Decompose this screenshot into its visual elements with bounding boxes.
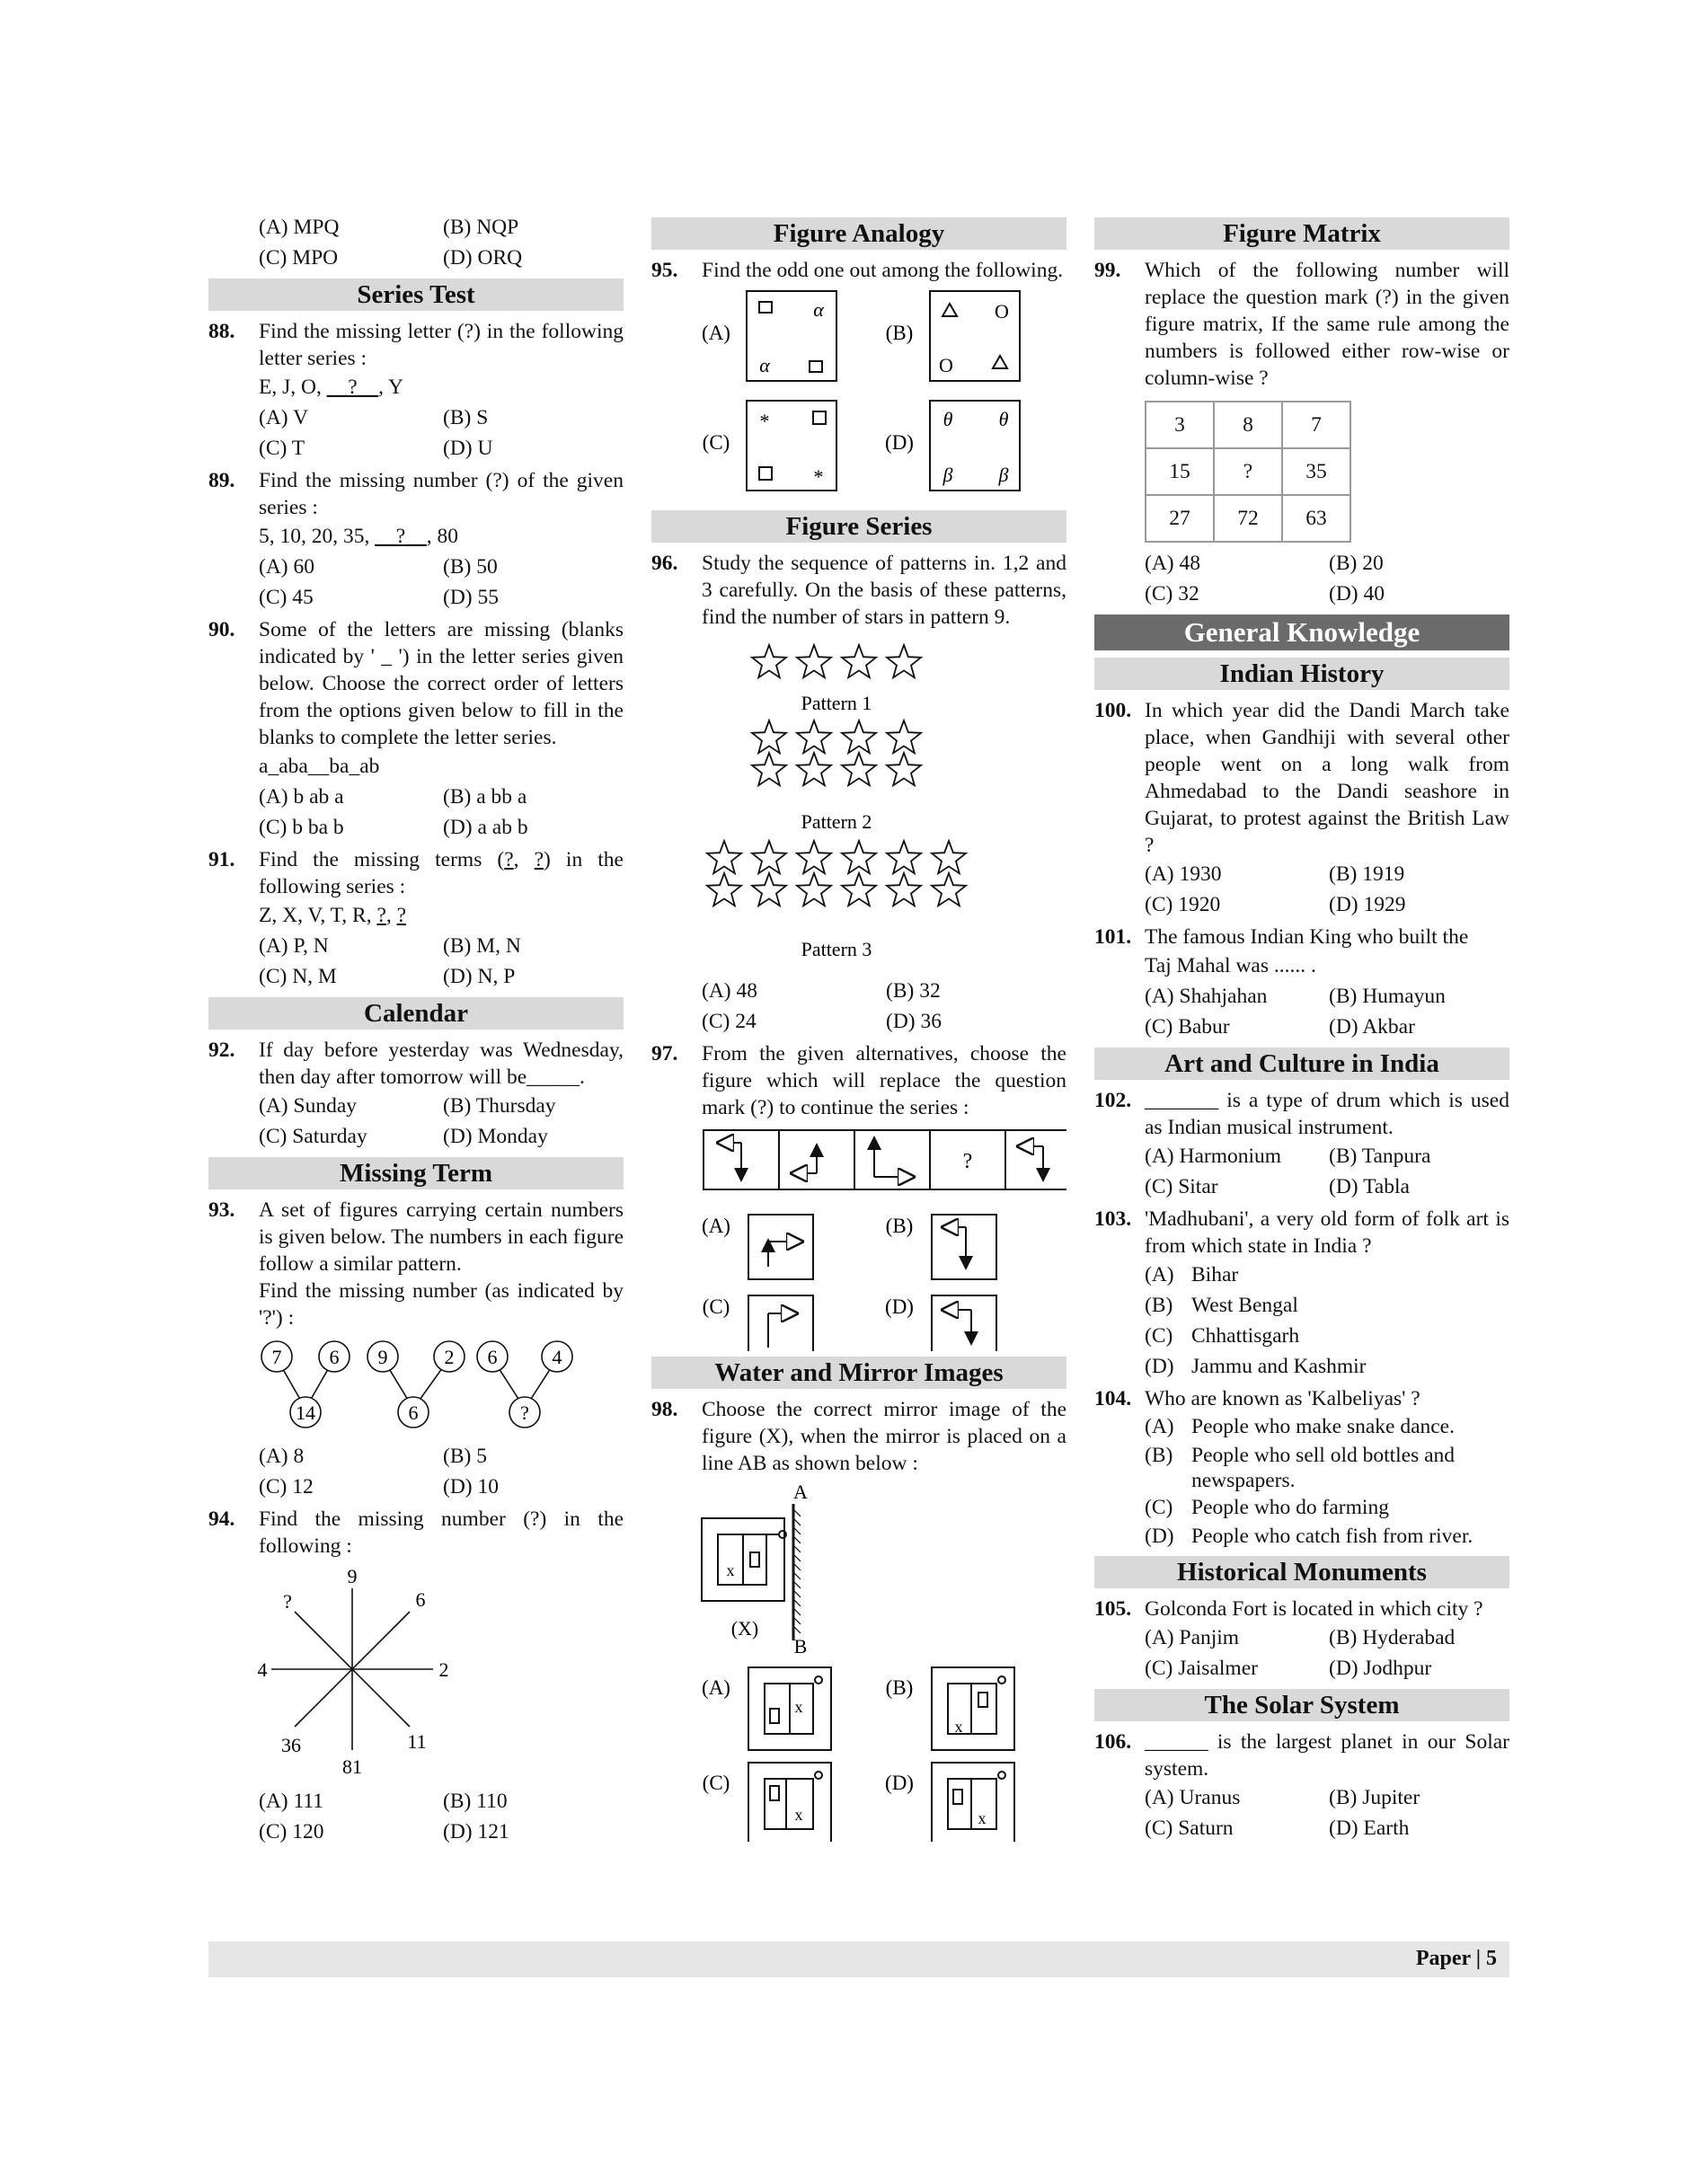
star (932, 873, 966, 906)
q105-options (1094, 1622, 1509, 1684)
section-header-art-culture: Art and Culture in India (1094, 1048, 1509, 1080)
svg-text:β: β (942, 464, 953, 486)
column-1 (208, 212, 624, 1847)
question-101: 101. The famous Indian King who built the (1094, 925, 1469, 949)
option-b-figure (932, 1667, 1014, 1750)
svg-text:O: O (939, 354, 953, 376)
option-c[interactable]: (C) Saturn (1145, 1817, 1234, 1840)
svg-text:11: 11 (407, 1730, 427, 1753)
option-d[interactable]: (D) 36 (886, 1010, 942, 1033)
option-c[interactable]: (C) 120 (259, 1820, 324, 1843)
option-d[interactable]: (D) Monday (443, 1125, 548, 1148)
star (797, 753, 831, 785)
option-d[interactable]: (D) Tabla (1329, 1175, 1410, 1198)
svg-text:?: ? (283, 1590, 292, 1613)
option-b[interactable]: (B) 110 (443, 1790, 508, 1813)
label-a[interactable]: (A) (702, 322, 730, 344)
star (797, 645, 831, 677)
q101-options (1094, 981, 1509, 1042)
svg-text:x: x (978, 1809, 987, 1827)
t1-bottom: 14 (296, 1401, 315, 1424)
option-c[interactable]: (C) Sitar (1145, 1175, 1218, 1198)
series-line: Z, X, V, T, R, ?, ? (259, 904, 407, 927)
star (752, 753, 786, 785)
q99-options (1094, 548, 1509, 609)
svg-text:θ: θ (942, 408, 953, 430)
arrow-series-figure (651, 1127, 1066, 1351)
question-91: 91. Find the missing terms (?, ?) in the following series : (208, 848, 624, 898)
section-header-figure-analogy: Figure Analogy (651, 217, 1066, 250)
option-d[interactable]: (D) Jodhpur (1329, 1657, 1432, 1680)
question-94: 94. Find the missing number (?) in the following : (208, 1507, 624, 1558)
mirror-figure (651, 1482, 1066, 1842)
star (707, 873, 741, 906)
pattern-2-label: Pattern 2 (801, 810, 872, 833)
svg-text:6: 6 (415, 1588, 426, 1611)
label-a[interactable]: (A) (702, 1676, 730, 1699)
option-b[interactable]: (B) People who sell old bottles and newspapers. (1145, 1444, 1456, 1492)
option-c[interactable]: (C) 1920 (1145, 893, 1221, 916)
option-c[interactable]: (C) Jaisalmer (1145, 1657, 1258, 1680)
option-c[interactable]: (C) 45 (259, 586, 314, 609)
option-d[interactable]: (D) Akbar (1329, 1015, 1415, 1039)
svg-text:(X): (X) (730, 1617, 759, 1640)
option-d-figure (932, 1295, 996, 1351)
star-lines-figure (208, 1565, 624, 1781)
option-a[interactable]: (A) P, N (259, 934, 329, 958)
option-b[interactable]: (B) West Bengal (1145, 1294, 1298, 1317)
section-header-figure-matrix: Figure Matrix (1094, 217, 1509, 250)
option-d[interactable]: (D) a ab b (443, 816, 528, 839)
svg-text:x: x (954, 1718, 963, 1736)
label-c[interactable]: (C) (702, 431, 730, 454)
option-c[interactable]: (C) T (259, 437, 305, 460)
q96-options (651, 976, 1066, 1037)
star (887, 873, 921, 906)
svg-text:B: B (793, 1635, 808, 1658)
svg-text:β: β (998, 464, 1009, 486)
option-d[interactable]: (D) 121 (443, 1820, 509, 1843)
star (707, 841, 741, 873)
t3-right: 4 (552, 1346, 562, 1368)
star (797, 720, 831, 753)
option-b[interactable]: (B) Humayun (1329, 985, 1446, 1008)
option-b[interactable]: (B) 1919 (1329, 862, 1405, 886)
section-header-calendar: Calendar (208, 997, 624, 1030)
question-105: 105. Golconda Fort is located in which city ? (1094, 1597, 1483, 1621)
star (752, 645, 786, 677)
svg-text:36: 36 (281, 1734, 301, 1756)
question-88 (208, 318, 624, 372)
question-mark: ? (962, 1150, 973, 1173)
option-a[interactable]: (A) Harmonium (1145, 1145, 1282, 1168)
q104-options (1094, 1412, 1509, 1551)
svg-text:x: x (794, 1698, 803, 1716)
page-number: Paper | 5 (1415, 1947, 1497, 1970)
section-header-figure-series: Figure Series (651, 510, 1066, 543)
option-a[interactable]: (A) 111 (259, 1790, 324, 1813)
label-d[interactable]: (D) (885, 431, 914, 454)
option-a-figure (748, 1215, 813, 1279)
option-b[interactable]: (B) Tanpura (1329, 1145, 1431, 1168)
q93-options (208, 1441, 624, 1502)
column-3 (1094, 212, 1509, 1843)
label-d[interactable]: (D) (885, 1295, 914, 1318)
svg-text:4: 4 (257, 1658, 268, 1681)
page-footer (208, 1941, 1509, 1977)
svg-text:A: A (793, 1482, 808, 1503)
option-d[interactable]: (D) Jammu and Kashmir (1145, 1355, 1367, 1378)
option-c[interactable]: (C) MPO (259, 246, 339, 270)
svg-text:9: 9 (347, 1565, 358, 1587)
question-text-2: Find the missing number (as indicated by '?') : (259, 1279, 624, 1330)
star (842, 645, 876, 677)
q95-figures (651, 289, 1066, 505)
q100-options (1094, 859, 1509, 920)
option-c[interactable]: (C) 24 (702, 1010, 757, 1033)
question-text-2: Taj Mahal was ...... . (1145, 954, 1316, 977)
svg-text:*: * (759, 410, 770, 432)
option-d[interactable]: (D) Earth (1329, 1817, 1410, 1840)
svg-text:α: α (759, 354, 770, 376)
option-d[interactable]: (D) 10 (443, 1475, 499, 1498)
question-89: 89. Find the missing number (?) of the given series : (208, 469, 624, 519)
star (887, 720, 921, 753)
svg-text:x: x (726, 1561, 735, 1579)
option-b-figure (932, 1215, 996, 1279)
star (842, 753, 876, 785)
option-a[interactable]: (A) 48 (702, 979, 757, 1003)
label-a[interactable]: (A) (702, 1215, 730, 1237)
option-b[interactable]: (B) Thursday (443, 1094, 556, 1118)
label-c[interactable]: (C) (702, 1772, 730, 1794)
question-number: 88. (208, 320, 235, 343)
t2-bottom: 6 (408, 1401, 419, 1424)
star (842, 873, 876, 906)
option-a[interactable]: (A) b ab a (259, 785, 344, 809)
option-c[interactable]: (C) 12 (259, 1475, 314, 1498)
option-c-figure (748, 1295, 813, 1351)
star (887, 841, 921, 873)
star (887, 645, 921, 677)
option-d[interactable]: (D) People who catch fish from river. (1145, 1525, 1473, 1548)
svg-text:81: 81 (342, 1755, 362, 1778)
question-96: 96. Study the sequence of patterns in. 1,2 and 3 carefully. On the basis of these patterns, find the number of stars in pattern 9. (651, 552, 1066, 629)
t3-left: 6 (487, 1346, 498, 1368)
option-b[interactable]: (B) S (443, 406, 489, 429)
q94-options (208, 1786, 624, 1847)
star (752, 873, 786, 906)
question-104: 104. Who are known as 'Kalbeliyas' ? (1094, 1387, 1420, 1410)
option-c[interactable]: (C) Saturday (259, 1125, 367, 1148)
option-b[interactable]: (B) M, N (443, 934, 521, 958)
svg-text:x: x (794, 1806, 803, 1824)
pattern-3-label: Pattern 3 (801, 938, 872, 960)
star (797, 841, 831, 873)
q92-options (208, 1091, 624, 1152)
star (797, 873, 831, 906)
option-d[interactable]: (D) N, P (443, 965, 516, 988)
q91-options (208, 931, 624, 992)
section-header-missing-term: Missing Term (208, 1157, 624, 1189)
t2-right: 2 (444, 1346, 455, 1368)
option-c[interactable]: (C) N, M (259, 965, 337, 988)
option-a[interactable]: (A) V (259, 406, 309, 429)
series-line: 5, 10, 20, 35, __?__, 80 (259, 525, 458, 548)
q106-options (1094, 1782, 1509, 1843)
pattern-1-label: Pattern 1 (801, 692, 872, 714)
q90-options (208, 782, 624, 843)
question-102: 102. _______ is a type of drum which is used as Indian musical instrument. (1094, 1089, 1509, 1139)
option-a[interactable]: (A) 60 (259, 555, 314, 579)
q102-options (1094, 1141, 1509, 1202)
t3-bottom: ? (520, 1401, 529, 1424)
svg-text:2: 2 (438, 1658, 449, 1681)
q87-options (208, 212, 624, 273)
option-d[interactable]: (D) 1929 (1329, 893, 1406, 916)
option-d[interactable]: (D) ORQ (443, 246, 523, 270)
star (842, 720, 876, 753)
question-100: 100. In which year did the Dandi March take place, when Gandhiji with several other people went on a long walk from Ahmedabad to the Dandi seashore in Gujarat, to protest against the British Law ? (1094, 699, 1509, 857)
option-a[interactable]: (A) Bihar (1145, 1263, 1239, 1286)
star (887, 753, 921, 785)
option-b[interactable]: (B) a bb a (443, 785, 527, 809)
q103-options (1094, 1260, 1509, 1382)
t1-right: 6 (329, 1346, 340, 1368)
option-c[interactable]: (C) 32 (1145, 582, 1199, 606)
section-header-general-knowledge: General Knowledge (1094, 614, 1509, 650)
option-c[interactable]: (C) People who do farming (1145, 1496, 1389, 1519)
label-d[interactable]: (D) (885, 1772, 914, 1794)
question-93: 93. A set of figures carrying certain numbers is given below. The numbers in each figure follow a similar pattern. (208, 1198, 624, 1276)
question-90: 90. Some of the letters are missing (blanks indicated by ' _ ') in the letter series given below. Choose the correct order of letters from the options given below to fill in the blanks to complete the letter series. (208, 618, 624, 749)
t2-left: 9 (377, 1346, 388, 1368)
option-d[interactable]: (D) U (443, 437, 493, 460)
question-95: 95. Find the odd one out among the following. (651, 259, 1064, 282)
label-b[interactable]: (B) (885, 1215, 914, 1237)
star (752, 720, 786, 753)
option-b[interactable]: (B) 32 (886, 979, 941, 1003)
svg-text:*: * (813, 465, 824, 488)
svg-text:α: α (813, 298, 824, 321)
section-header-water-mirror: Water and Mirror Images (651, 1357, 1066, 1389)
option-b[interactable]: (B) 5 (443, 1445, 487, 1468)
t1-left: 7 (271, 1346, 282, 1368)
option-b[interactable]: (B) Hyderabad (1329, 1626, 1456, 1649)
option-b[interactable]: (B) 50 (443, 555, 498, 579)
section-header-indian-history: Indian History (1094, 658, 1509, 690)
label-b[interactable]: (B) (885, 322, 914, 344)
option-b[interactable]: (B) Jupiter (1329, 1786, 1420, 1809)
star (842, 841, 876, 873)
q88-options (208, 402, 624, 464)
label-b[interactable]: (B) (885, 1676, 914, 1699)
option-a[interactable]: (A) Panjim (1145, 1626, 1240, 1649)
circle-triangles-figure (208, 1337, 624, 1436)
series-line: a_aba__ba_ab (259, 755, 380, 778)
star (752, 841, 786, 873)
label-c[interactable]: (C) (702, 1295, 730, 1318)
section-header-series-test: Series Test (208, 278, 624, 311)
option-b[interactable]: (B) 20 (1329, 552, 1384, 575)
option-c[interactable]: (C) b ba b (259, 816, 344, 839)
question-text: Find the missing letter (?) in the following letter series : (259, 320, 624, 370)
svg-text:O: O (995, 300, 1009, 323)
question-92: 92. If day before yesterday was Wednesday, then day after tomorrow will be_____. (208, 1039, 624, 1089)
option-d[interactable]: (D) 55 (443, 586, 499, 609)
q89-options (208, 552, 624, 613)
question-103: 103. 'Madhubani', a very old form of folk art is from which state in India ? (1094, 1207, 1509, 1258)
option-a[interactable]: (A) 1930 (1145, 862, 1222, 886)
question-106: 106. ______ is the largest planet in our Solar system. (1094, 1730, 1509, 1781)
column-2 (651, 212, 1066, 1847)
section-header-historical-monuments: Historical Monuments (1094, 1556, 1509, 1588)
option-a[interactable]: (A) Sunday (259, 1094, 357, 1118)
svg-text:θ: θ (998, 408, 1009, 430)
star-patterns-figure (651, 636, 1066, 977)
option-a[interactable]: (A) Shahjahan (1145, 985, 1268, 1008)
question-98: 98. Choose the correct mirror image of the figure (X), when the mirror is placed on a line AB as shown below : (651, 1398, 1066, 1475)
option-a[interactable]: (A) People who make snake dance. (1145, 1415, 1455, 1438)
option-c[interactable]: (C) Babur (1145, 1015, 1230, 1039)
star (932, 841, 966, 873)
question-99: 99. Which of the following number will replace the question mark (?) in the given figure matrix, If the same rule among the numbers is followed either row-wise or column-wise ? (1094, 259, 1509, 390)
series-line: E, J, O, __?__, Y (259, 376, 404, 399)
option-c[interactable]: (C) Chhattisgarh (1145, 1324, 1300, 1348)
number-matrix: 3 8 7 15 ? 35 27 72 63 (1145, 401, 1351, 543)
question-97: 97. From the given alternatives, choose the figure which will replace the question mark (?) to continue the series : (651, 1042, 1066, 1119)
option-b[interactable]: (B) NQP (443, 216, 519, 239)
option-a[interactable]: (A) 8 (259, 1445, 305, 1468)
option-d[interactable]: (D) 40 (1329, 582, 1385, 606)
section-header-solar-system: The Solar System (1094, 1689, 1509, 1721)
option-a[interactable]: (A) MPQ (259, 216, 340, 239)
option-a[interactable]: (A) Uranus (1145, 1786, 1241, 1809)
option-a[interactable]: (A) 48 (1145, 552, 1200, 575)
